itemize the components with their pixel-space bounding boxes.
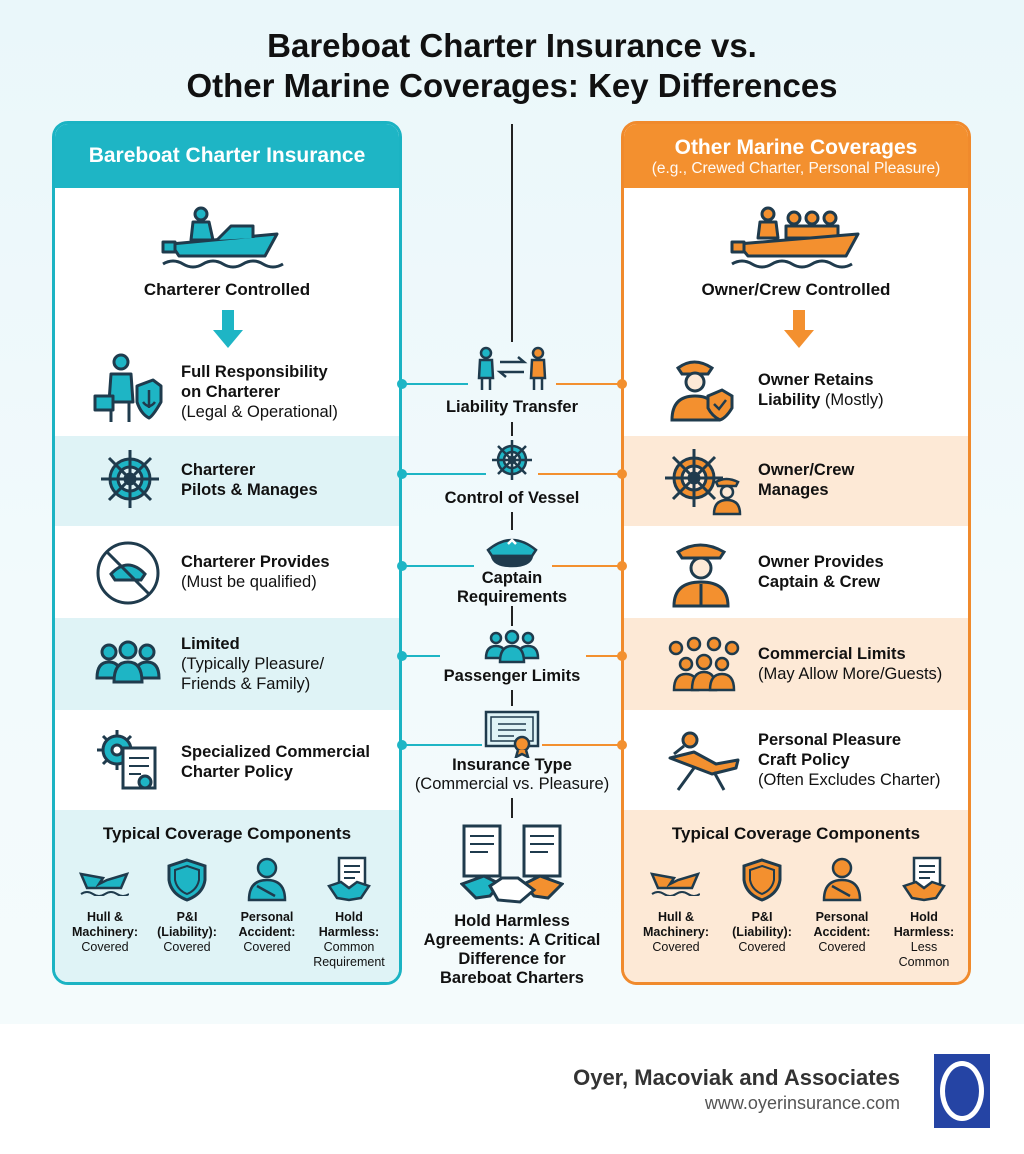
gear-certificate-icon (93, 726, 163, 796)
captain-hat-icon (484, 532, 540, 568)
component-accident (225, 910, 309, 955)
bareboat-row-captain (55, 526, 399, 618)
center-label-insurance-type (400, 756, 624, 794)
other-row-policy (624, 710, 968, 810)
connector-dot (397, 469, 407, 479)
other-liability-text (758, 370, 884, 410)
text-line: Hold (910, 910, 938, 924)
other-control-text (758, 460, 854, 500)
other-components (624, 810, 968, 985)
text-line: P&I (751, 910, 773, 924)
connector-dot (397, 740, 407, 750)
bareboat-liability-text (181, 362, 338, 422)
text-line: on Charterer (181, 383, 281, 401)
connector-dot (617, 379, 627, 389)
bareboat-panel (52, 121, 402, 985)
bareboat-header-title: Bareboat Charter Insurance (88, 144, 366, 167)
text-line: Craft Policy (758, 751, 850, 769)
lounge-chair-icon (664, 730, 744, 792)
text-line: Charter Policy (181, 763, 293, 781)
text-line: Charterer (181, 461, 256, 479)
bareboat-header (55, 124, 399, 188)
transfer-people-icon (474, 346, 550, 392)
component-hull (634, 910, 718, 955)
center-label-passengers (400, 667, 624, 686)
center-line (511, 690, 513, 706)
bareboat-captain-text (181, 552, 330, 592)
text-line: Liability Transfer (445, 398, 579, 416)
text-line: Limited (181, 635, 240, 653)
connector-right (538, 473, 622, 475)
component-hold-harmless (307, 910, 391, 970)
text-line: P&I (176, 910, 198, 924)
handshake-document-icon (902, 856, 946, 902)
other-policy-text (758, 730, 940, 790)
component-hull (63, 910, 147, 955)
handshake-document-icon (327, 856, 371, 902)
company-url[interactable]: www.oyerinsurance.com (704, 1093, 900, 1113)
text-line: Accident: (238, 925, 296, 939)
other-header-subtitle: (e.g., Crewed Charter, Personal Pleasure) (651, 160, 941, 177)
text-line: Personal (240, 910, 294, 924)
text-line: Machinery: (72, 925, 138, 939)
text-line: Covered (738, 940, 786, 954)
text-line: (May Allow More/Guests) (758, 665, 943, 683)
down-arrow-icon (213, 310, 243, 348)
text-line: Difference for (458, 950, 566, 968)
other-passengers-text (758, 644, 942, 684)
center-line (511, 422, 513, 436)
text-line: (Mostly) (820, 391, 884, 409)
text-line: Commercial Limits (758, 645, 906, 663)
wheel-captain-icon (664, 446, 746, 516)
connector-left (402, 473, 486, 475)
shield-icon (167, 858, 207, 902)
large-group-icon (662, 634, 746, 692)
connector-right (542, 744, 622, 746)
bareboat-control-text (181, 460, 318, 500)
ship-wheel-icon (99, 448, 161, 510)
other-coverages-panel (621, 121, 971, 985)
text-line: Agreements: A Critical (423, 931, 601, 949)
center-label-captain (400, 569, 624, 607)
text-line: Hold (335, 910, 363, 924)
injured-person-icon (820, 856, 864, 902)
text-line: Full Responsibility (181, 363, 328, 381)
broken-hull-icon (79, 866, 129, 896)
text-line: (Typically Pleasure/ (181, 655, 325, 673)
text-line: (Legal & Operational) (181, 403, 338, 421)
other-captain-text (758, 552, 884, 592)
bareboat-row-liability (55, 346, 399, 436)
other-header (624, 124, 968, 188)
shield-icon (742, 858, 782, 902)
text-line: Hull & (86, 910, 124, 924)
connector-left (402, 383, 468, 385)
text-line: Requirements (456, 588, 568, 606)
text-line: Pilots & Manages (181, 481, 318, 499)
connector-left (402, 655, 440, 657)
text-line: Charterer Provides (181, 553, 330, 571)
logo-o-icon (934, 1054, 990, 1128)
center-label-liability (400, 398, 624, 417)
component-pi (720, 910, 804, 955)
down-arrow-icon (784, 310, 814, 348)
text-line: Captain (481, 569, 543, 587)
text-line: (Must be qualified) (181, 573, 317, 591)
no-captain-icon (95, 540, 161, 606)
bareboat-passengers-text (181, 634, 324, 694)
other-components-title: Typical Coverage Components (671, 824, 921, 843)
text-line: Less (910, 940, 938, 954)
group-icon (93, 638, 163, 686)
ship-wheel-icon (490, 438, 534, 482)
other-row-liability (624, 346, 968, 436)
title-line-1: Bareboat Charter Insurance vs. (267, 27, 757, 64)
text-line: Owner/Crew (758, 461, 855, 479)
connector-dot (617, 469, 627, 479)
text-line: Covered (652, 940, 700, 954)
text-line: Insurance Type (452, 756, 572, 774)
text-line: Hold Harmless (454, 912, 570, 930)
connector-dot (397, 379, 407, 389)
connector-dot (617, 651, 627, 661)
text-line: (Commercial vs. Pleasure) (414, 775, 610, 793)
company-name: Oyer, Macoviak and Associates (573, 1065, 900, 1090)
bareboat-row-passengers (55, 618, 399, 710)
text-line: Owner Retains (758, 371, 874, 389)
text-line: Requirement (313, 955, 385, 969)
text-line: Liability (758, 391, 821, 409)
bareboat-row-control (55, 436, 399, 526)
text-line: Covered (243, 940, 291, 954)
center-label-control (400, 489, 624, 508)
text-line: Passenger Limits (443, 667, 581, 685)
connector-right (552, 565, 622, 567)
text-line: Covered (163, 940, 211, 954)
group-icon (484, 628, 540, 664)
text-line: Manages (758, 481, 829, 499)
component-hold-harmless (882, 910, 966, 970)
text-line: Bareboat Charters (440, 969, 584, 987)
text-line: Personal (815, 910, 869, 924)
other-row-control (624, 436, 968, 526)
handshake-agreement-icon (460, 822, 564, 906)
text-line: Harmless: (893, 925, 955, 939)
text-line: Specialized Commercial (181, 743, 370, 761)
company-brand (573, 1064, 900, 1114)
broken-hull-icon (650, 866, 700, 896)
bareboat-components-title: Typical Coverage Components (102, 824, 352, 843)
component-pi (145, 910, 229, 955)
text-line: Owner Provides (758, 553, 884, 571)
center-line (511, 798, 513, 818)
text-line: Covered (818, 940, 866, 954)
connector-left (402, 565, 474, 567)
bareboat-components (55, 810, 399, 985)
text-line: Common (898, 955, 950, 969)
text-line: Captain & Crew (758, 573, 880, 591)
text-line: (Liability): (732, 925, 792, 939)
injured-person-icon (245, 856, 289, 902)
connector-dot (617, 740, 627, 750)
center-line (511, 124, 513, 342)
page-title (0, 26, 1024, 106)
text-line: Friends & Family) (181, 675, 311, 693)
connector-dot (397, 651, 407, 661)
text-line: Common (323, 940, 375, 954)
title-line-2: Other Marine Coverages: Key Differences (186, 67, 838, 104)
component-accident (800, 910, 884, 955)
text-line: Machinery: (643, 925, 709, 939)
charterer-controlled-label: Charterer Controlled (143, 280, 311, 299)
certificate-icon (484, 710, 540, 758)
crewed-boat-icon (728, 204, 868, 274)
text-line: Hull & (657, 910, 695, 924)
text-line: (Often Excludes Charter) (758, 771, 941, 789)
text-line: Harmless: (318, 925, 380, 939)
speedboat-icon (157, 204, 293, 274)
center-label-hold-harmless (400, 912, 624, 988)
captain-shield-icon (668, 356, 734, 422)
owner-controlled-label: Owner/Crew Controlled (701, 280, 891, 299)
text-line: (Liability): (157, 925, 217, 939)
other-row-captain (624, 526, 968, 618)
text-line: Control of Vessel (444, 489, 580, 507)
company-logo (934, 1054, 990, 1128)
connector-right (556, 383, 622, 385)
text-line: Personal Pleasure (758, 731, 902, 749)
text-line: Covered (81, 940, 129, 954)
center-line (511, 512, 513, 530)
bareboat-policy-text (181, 742, 370, 782)
bareboat-row-policy (55, 710, 399, 810)
connector-left (402, 744, 482, 746)
other-header-title: Other Marine Coverages (674, 136, 918, 159)
other-row-passengers (624, 618, 968, 710)
captain-icon (670, 538, 732, 608)
text-line: Accident: (813, 925, 871, 939)
center-line (511, 606, 513, 626)
person-shield-icon (93, 352, 163, 424)
